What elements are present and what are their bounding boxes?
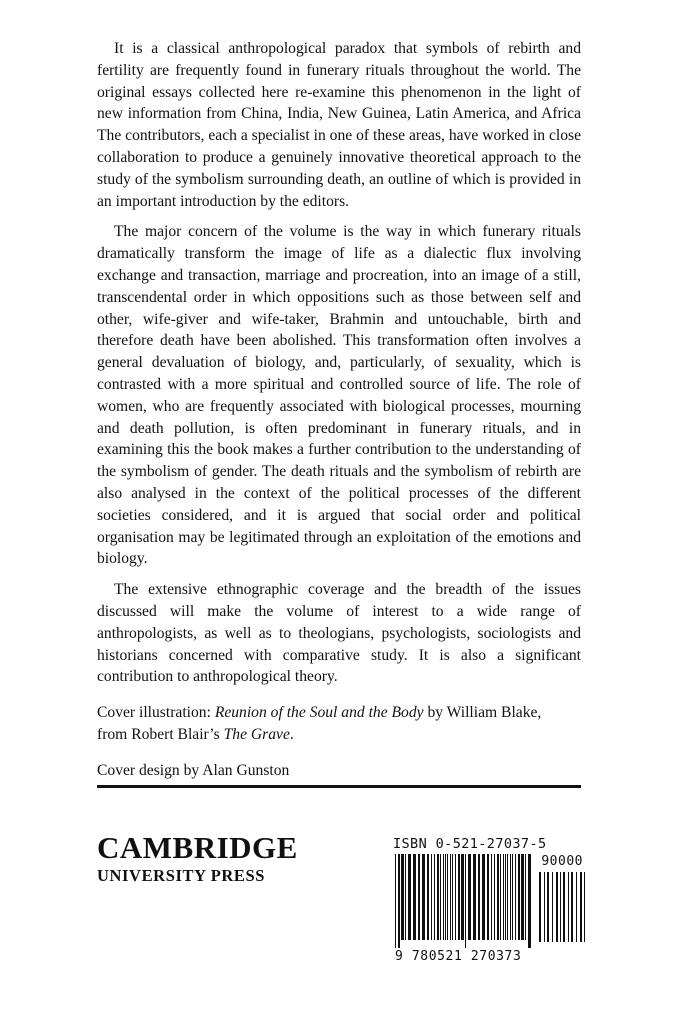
illustration-artist: by William Blake,	[423, 704, 542, 722]
barcode-bar	[465, 854, 466, 948]
back-cover-text	[97, 38, 581, 796]
barcode-bar	[458, 854, 460, 940]
barcode-bar	[494, 854, 495, 940]
barcode-bar	[405, 854, 406, 940]
credit-prefix: Cover illustration:	[97, 704, 215, 722]
barcode-bar	[395, 854, 396, 948]
addon-bar	[584, 872, 585, 942]
barcode-bar	[507, 854, 508, 940]
publisher-name: CAMBRIDGE	[97, 830, 298, 865]
publisher-press: UNIVERSITY PRESS	[97, 866, 266, 885]
addon-bar	[580, 872, 582, 942]
barcode-bar	[518, 854, 520, 940]
barcode-bar	[491, 854, 492, 940]
blurb-paragraph-2: The major concern of the volume is the way in which funerary rituals dramatically transform the image of life as a dialectic flux involving exchange and transaction, marriage and procreation, into an image of a still, transcendental order in which oppositions such as those between self and other, wife-giver and wife-taker, Brahmin and untouchable, birth and therefore death have been abolished. This transformation often involves a general devaluation of biology, and, particularly, of sexuality, which is contrasted with a more spiritual and controlled source of life. The role of women, who are frequently associated with biological processes, mourning and death pollution, is often predominant in funerary rituals, and in examining this the book makes a further contribution to the understanding of the symbolism of gender. The death rituals and the symbolism of rebirth are also analysed in the context of the political processes of the different societies considered, and it is argued that social order and political organisation may be legitimated through an exploitation of the emotions and biology.	[97, 223, 581, 568]
barcode-bar	[445, 854, 446, 940]
addon-bar	[539, 872, 541, 942]
illustration-source-suffix: .	[289, 725, 294, 743]
addon-bar	[547, 872, 549, 942]
addon-code: 90000	[541, 854, 583, 869]
addon-bar	[568, 872, 569, 942]
barcode-bar	[455, 854, 456, 940]
isbn-barcode-block	[393, 836, 589, 964]
addon-bar	[560, 872, 561, 942]
barcode-bar	[434, 854, 435, 940]
cover-design-credit: Cover design by Alan Gunston	[97, 761, 290, 779]
addon-bar	[563, 872, 565, 942]
barcode-bar	[512, 854, 513, 940]
addon-bar	[556, 872, 558, 942]
barcode-bar	[505, 854, 506, 940]
addon-bar	[544, 872, 545, 942]
illustration-source-prefix: from Robert Blair’s	[97, 725, 224, 743]
addon-bar	[571, 872, 573, 942]
barcode-bar	[413, 854, 416, 940]
cover-illustration-credit	[97, 702, 581, 746]
barcode-bar	[401, 854, 404, 940]
barcode-bar	[461, 854, 464, 940]
barcode-bar	[500, 854, 501, 940]
barcode-bar	[447, 854, 448, 940]
barcode-bar	[510, 854, 511, 940]
barcode-bar	[398, 854, 400, 948]
blurb-paragraph-3: The extensive ethnographic coverage and the breadth of the issues discussed will make the volume of interest to a wide range of anthropologists, as well as to theologians, psychologists, sociologists and historians concerned with comparative study. It is also a significant contribution to anthropological theory.	[97, 581, 581, 686]
barcode-bar	[418, 854, 420, 940]
barcode-bar	[528, 854, 531, 948]
barcode-bar	[427, 854, 429, 940]
publisher-logo	[97, 832, 298, 886]
barcode-bar	[478, 854, 480, 940]
barcode-bar	[468, 854, 471, 940]
barcode-bar	[431, 854, 432, 940]
isbn-label: ISBN 0-521-27037-5	[393, 836, 547, 852]
blurb-paragraph-1: It is a classical anthropological paradox that symbols of rebirth and fertility are frequently found in funerary rituals throughout the world. The original essays collected here re-examine this phenomenon in the light of new information from China, India, New Guinea, Latin America, and Africa The contributors, each a specialist in one of these areas, have worked in close collaboration to produce a genuinely innovative theoretical approach to the study of the symbolism surrounding death, an outline of which is provided in an important introduction by the editors.	[97, 40, 581, 210]
barcode-bar	[450, 854, 451, 940]
barcode-bar	[408, 854, 411, 940]
barcode-bar	[487, 854, 489, 940]
barcode-bar	[422, 854, 425, 940]
barcode-bar	[473, 854, 476, 940]
barcode-bar	[452, 854, 453, 940]
barcode-bar	[443, 854, 444, 940]
ean-digits: 9 780521 270373	[395, 949, 522, 964]
barcode-bar	[482, 854, 485, 940]
illustration-title: Reunion of the Soul and the Body	[214, 704, 424, 722]
illustration-source-title: The Grave	[223, 725, 290, 743]
barcode-bar	[497, 854, 499, 940]
barcode-bar	[525, 854, 526, 940]
barcode-bar	[521, 854, 524, 940]
divider-rule	[97, 785, 581, 788]
addon-bar	[576, 872, 577, 942]
barcode-bar	[515, 854, 516, 940]
barcode-bar	[503, 854, 504, 940]
barcode-bar	[440, 854, 441, 940]
addon-bar	[552, 872, 553, 942]
barcode-bar	[437, 854, 439, 940]
